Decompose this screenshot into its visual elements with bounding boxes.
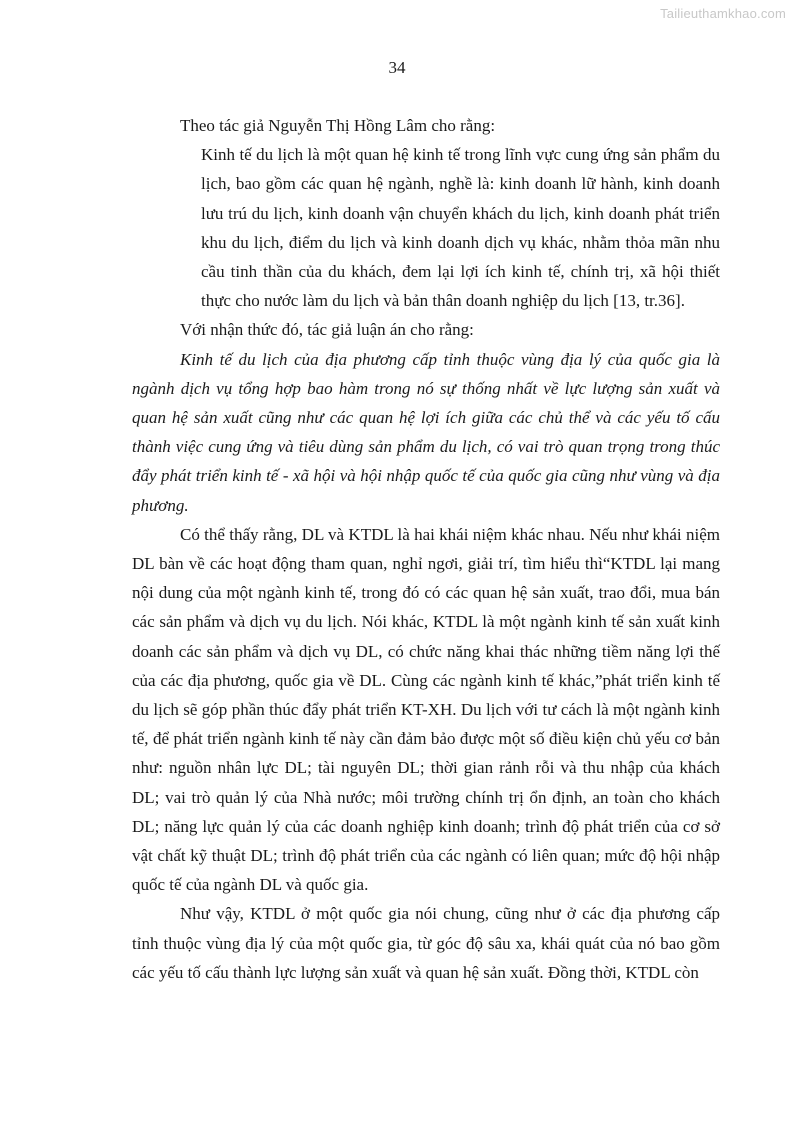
lead-paragraph: Với nhận thức đó, tác giả luận án cho rằng: [180, 320, 474, 340]
watermark: Tailieuthamkhao.com [660, 6, 786, 21]
body-paragraph-2: Như vậy, KTDL ở một quốc gia nói chung, cũng như ở các địa phương cấp tỉnh thuộc vùng địa lý của một quốc gia, từ góc độ sâu xa, khái quát của nó bao gồm các yếu tố cấu thành lực lượng sản xuất và quan hệ sản xuất. Đồng thời, KTDL còn [132, 904, 720, 982]
page-number: 34 [388, 58, 406, 77]
block-quote: Kinh tế du lịch là một quan hệ kinh tế trong lĩnh vực cung ứng sản phẩm du lịch, bao gồm các quan hệ ngành, nghề là: kinh doanh lữ hành, kinh doanh lưu trú du lịch, kinh doanh vận chuyển khách du lịch, kinh doanh phát triển khu du lịch, điểm du lịch và kinh doanh dịch vụ khác, nhằm thỏa mãn nhu cầu tinh thần của du khách, đem lại lợi ích kinh tế, chính trị, xã hội thiết thực cho nước làm du lịch và bản thân doanh nghiệp du lịch [13, tr.36]. [201, 145, 720, 311]
definition-paragraph: Kinh tế du lịch của địa phương cấp tỉnh thuộc vùng địa lý của quốc gia là ngành dịch vụ tổng hợp bao hàm trong nó sự thống nhất về lực lượng sản xuất và quan hệ sản xuất cũng như các quan hệ lợi ích giữa các chủ thể và các yếu tố cấu thành việc cung ứng và tiêu dùng sản phẩm du lịch, có vai trò quan trọng trong thúc đẩy phát triển kinh tế - xã hội và hội nhập quốc tế của quốc gia cũng như vùng và địa phương. [132, 349, 720, 515]
page-body [132, 111, 720, 987]
intro-paragraph: Theo tác giả Nguyễn Thị Hồng Lâm cho rằng: [180, 116, 496, 135]
body-paragraph-1: Có thể thấy rằng, DL và KTDL là hai khái niệm khác nhau. Nếu như khái niệm DL bàn về các hoạt động tham quan, nghỉ ngơi, giải trí, tìm hiểu thì“KTDL lại mang nội dung của một ngành kinh tế, trong đó có các quan hệ sản xuất, trao đổi, mua bán các sản phẩm và dịch vụ du lịch. Nói khác, KTDL là một ngành kinh tế sản xuất kinh doanh các sản phẩm và dịch vụ DL, có chức năng khai thác những tiềm năng lợi thế của các địa phương, quốc gia về DL. Cùng các ngành kinh tế khác,”phát triển kinh tế du lịch sẽ góp phần thúc đẩy phát triển KT-XH. Du lịch với tư cách là một ngành kinh tế, để phát triển ngành kinh tế này cần đảm bảo được một số điều kiện chủ yếu cơ bản như: nguồn nhân lực DL; tài nguyên DL; thời gian rảnh rỗi và thu nhập của khách DL; vai trò quản lý của Nhà nước; môi trường chính trị ổn định, an toàn cho khách DL; năng lực quản lý của các doanh nghiệp kinh doanh; trình độ phát triển của cơ sở vật chất kỹ thuật DL; trình độ phát triển của các ngành có liên quan; mức độ hội nhập quốc tế của ngành DL và quốc gia. [132, 524, 720, 895]
